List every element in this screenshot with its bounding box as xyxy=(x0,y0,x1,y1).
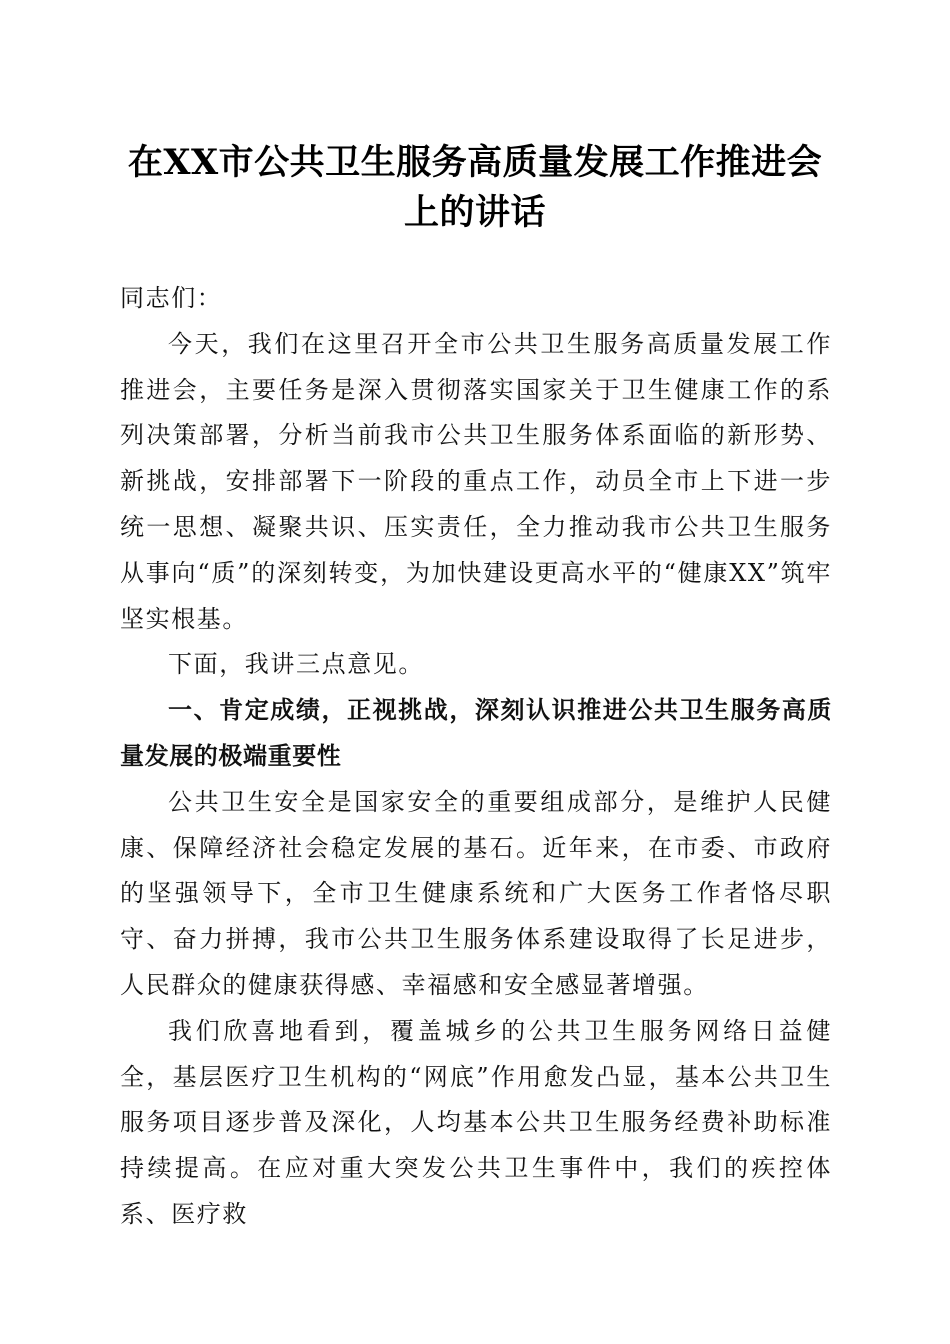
section-1-paragraph-2: 我们欣喜地看到，覆盖城乡的公共卫生服务网络日益健全，基层医疗卫生机构的“网底”作用愈发凸显，基本公共卫生服务项目逐步普及深化，人均基本公共卫生服务经费补助标准持续提高。在应对重大突发公共卫生事件中，我们的疾控体系、医疗救 xyxy=(120,1016,832,1228)
title-line-1: 在XX市公共卫生服务高质量发展工作推进会 xyxy=(127,142,823,183)
document-body xyxy=(120,276,832,1238)
outline-paragraph: 下面，我讲三点意见。 xyxy=(168,650,424,679)
intro-paragraph: 今天，我们在这里召开全市公共卫生服务高质量发展工作推进会，主要任务是深入贯彻落实国家关于卫生健康工作的系列决策部署，分析当前我市公共卫生服务体系面临的新形势、新挑战，安排部署下一阶段的重点工作，动员全市上下进一步统一思想、凝聚共识、压实责任，全力推动我市公共卫生服务从事向“质”的深刻转变，为加快建设更高水平的“健康XX”筑牢坚实根基。 xyxy=(120,329,832,633)
salutation: 同志们： xyxy=(120,284,223,312)
document-title xyxy=(100,138,850,238)
section-1-paragraph-1: 公共卫生安全是国家安全的重要组成部分，是维护人民健康、保障经济社会稳定发展的基石。近年来，在市委、市政府的坚强领导下，全市卫生健康系统和广大医务工作者恪尽职守、奋力拼搏，我市公共卫生服务体系建设取得了长足进步，人民群众的健康获得感、幸福感和安全感显著增强。 xyxy=(120,787,832,999)
section-1-heading: 一、肯定成绩，正视挑战，深刻认识推进公共卫生服务高质量发展的极端重要性 xyxy=(120,696,832,770)
title-line-2: 上的讲话 xyxy=(403,192,546,233)
